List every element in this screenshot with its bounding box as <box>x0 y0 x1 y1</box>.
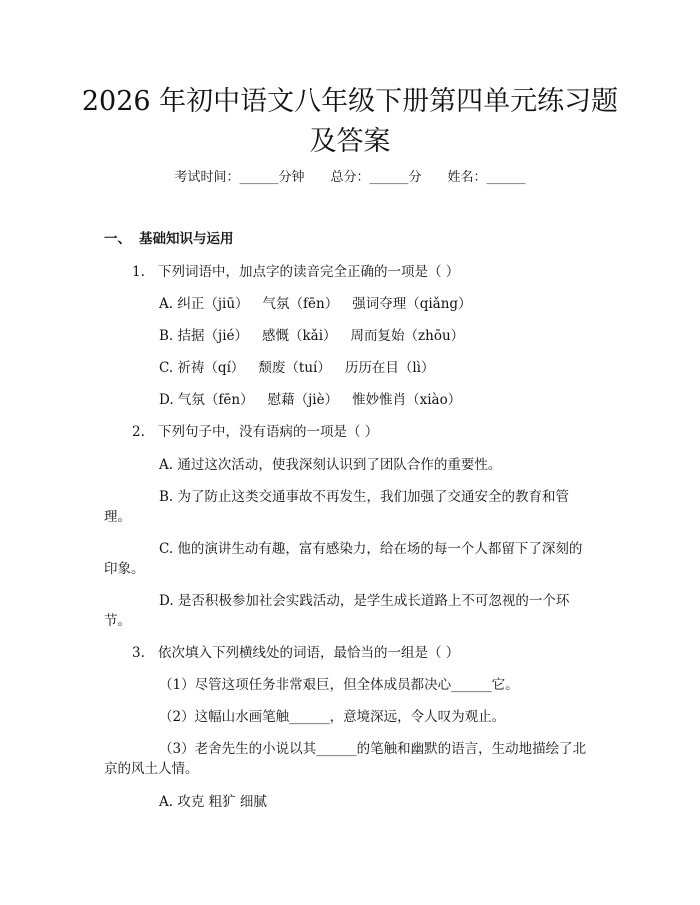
exam-meta <box>0 168 700 188</box>
q2-option-d-line1: D. 是否积极参加社会实践活动，是学生成长道路上不可忽视的一个环 <box>159 593 570 609</box>
question-number: 2. <box>132 424 145 440</box>
exam-score: 总分：______分 <box>330 170 422 185</box>
option-part: 强词夺理（qiǎng） <box>352 296 472 312</box>
question-1 <box>132 262 459 282</box>
student-name: 姓名：______ <box>447 170 526 185</box>
question-stem: 下列词语中，加点字的读音完全正确的一项是（ ） <box>158 264 460 280</box>
q2-option-b-line2: 理。 <box>104 509 131 525</box>
exam-time: 考试时间：______分钟 <box>174 170 305 185</box>
option-part: B. 拮据（jié） <box>159 328 248 344</box>
question-2 <box>132 422 378 442</box>
q2-option-b-line1: B. 为了防止这类交通事故不再发生，我们加强了交通安全的教育和管 <box>159 489 570 505</box>
option-part: 慰藉（jiè） <box>267 392 339 408</box>
q3-sentence-3-line1: （3）老舍先生的小说以其______的笔触和幽默的语言，生动地描绘了北 <box>159 741 587 757</box>
title-line-1: 2026 年初中语文八年级下册第四单元练习题 <box>81 86 619 117</box>
section-heading <box>104 229 234 249</box>
q3-option-a: A. 攻克 粗犷 细腻 <box>159 794 267 810</box>
q3-sentence-2: （2）这幅山水画笔触______，意境深远，令人叹为观止。 <box>159 709 506 725</box>
option-part: D. 气氛（fēn） <box>159 392 254 408</box>
q1-option-c <box>159 358 434 378</box>
question-stem: 下列句子中，没有语病的一项是（ ） <box>158 424 379 440</box>
question-3 <box>132 643 459 663</box>
exam-title <box>60 82 640 162</box>
q2-option-c-line1: C. 他的演讲生动有趣，富有感染力，给在场的每一个人都留下了深刻的 <box>159 541 583 557</box>
option-part: 感慨（kǎi） <box>262 328 337 344</box>
q2-option-a: A. 通过这次活动，使我深刻认识到了团队合作的重要性。 <box>159 457 502 473</box>
option-part: 惟妙惟肖（xiào） <box>352 392 462 408</box>
option-part: 周而复始（zhōu） <box>350 328 465 344</box>
question-number: 3. <box>132 645 145 661</box>
q1-option-a <box>159 294 472 314</box>
title-line-2: 及答案 <box>309 126 391 157</box>
option-part: 颓废（tuí） <box>258 360 331 376</box>
q2-option-d-line2: 节。 <box>104 613 131 629</box>
option-part: A. 纠正（jiū） <box>159 296 249 312</box>
q1-option-d <box>159 390 461 410</box>
q1-option-b <box>159 326 464 346</box>
q3-sentence-3-line2: 京的风土人情。 <box>104 761 199 777</box>
option-part: C. 祈祷（qí） <box>159 360 245 376</box>
section-number: 一、 <box>104 231 131 247</box>
option-part: 历历在目（lì） <box>344 360 435 376</box>
question-stem: 依次填入下列横线处的词语，最恰当的一组是（ ） <box>158 645 460 661</box>
option-part: 气氛（fēn） <box>262 296 339 312</box>
section-label: 基础知识与运用 <box>139 231 234 247</box>
q2-option-c-line2: 印象。 <box>104 561 145 577</box>
question-number: 1. <box>132 264 145 280</box>
q3-sentence-1: （1）尽管这项任务非常艰巨，但全体成员都决心______它。 <box>159 677 519 693</box>
